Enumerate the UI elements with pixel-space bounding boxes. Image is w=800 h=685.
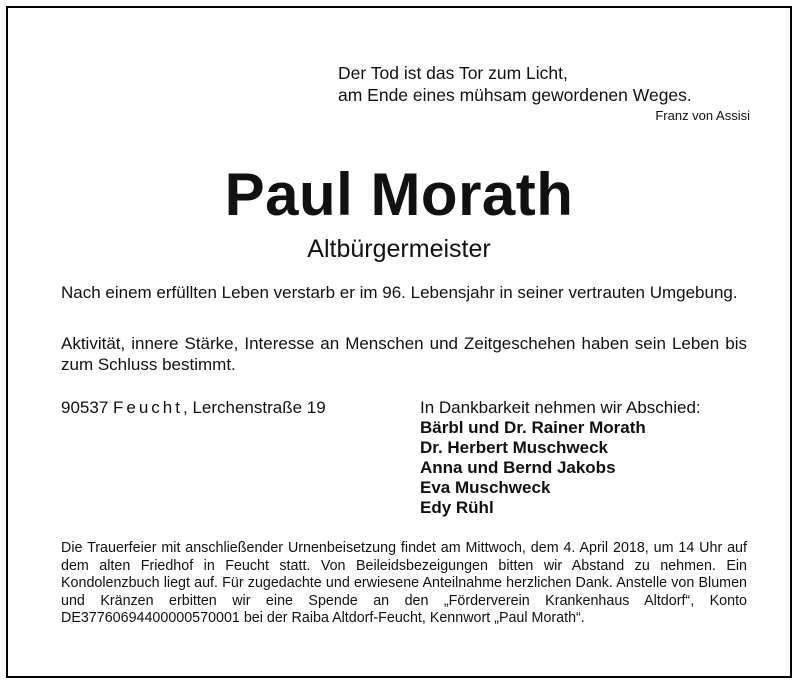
mourners-intro: In Dankbarkeit nehmen wir Abschied: <box>420 398 701 417</box>
mourners-block <box>420 397 750 518</box>
deceased-title: Altbürgermeister <box>307 235 491 263</box>
address-postcode: 90537 <box>61 398 109 417</box>
obituary-notice <box>6 6 792 678</box>
quote-line-2: am Ende eines mühsam gewordenen Weges. <box>338 85 692 105</box>
quote-author: Franz von Assisi <box>655 108 750 123</box>
deceased-name: Paul Morath <box>224 161 574 228</box>
mourner-name: Anna und Bernd Jakobs <box>420 458 616 477</box>
address-street: Lerchenstraße 19 <box>192 398 326 417</box>
character-paragraph: Aktivität, innere Stärke, Interesse an Menschen und Zeitgeschehen haben sein Leben bis zum Schluss bestimmt. <box>61 334 747 374</box>
mourner-name: Dr. Herbert Muschweck <box>420 438 609 457</box>
mourner-name: Edy Rühl <box>420 498 494 517</box>
quote-line-1: Der Tod ist das Tor zum Licht, <box>338 63 568 83</box>
funeral-details: Die Trauerfeier mit anschließender Urnenbeisetzung findet am Mittwoch, dem 4. April 2018, um 14 Uhr auf dem alten Friedhof in Feucht statt. Von Beileidsbezeigungen bitten wir Abstand zu nehmen. Ein Kondolenzbuch liegt auf. Für zugedachte und erwiesene Anteilnahme herzlichen Dank. Anstelle von Blumen und Kränzen erbitten wir eine Spende an den „Förderverein Krankenhaus Altdorf“, Konto DE37760694400000570001 bei der Raiba Altdorf-Feucht, Kennwort „Paul Morath“. <box>61 540 747 627</box>
life-paragraph: Nach einem erfüllten Leben verstarb er im 96. Lebensjahr in seiner vertrauten Umgebung. <box>61 283 738 302</box>
mourner-name: Eva Muschweck <box>420 478 551 497</box>
mourners-list <box>420 418 750 518</box>
family-address: 90537 Feucht, Lerchenstraße 19 <box>61 398 326 417</box>
epigraph-quote <box>338 62 750 124</box>
address-town: Feucht <box>113 398 183 417</box>
mourner-name: Bärbl und Dr. Rainer Morath <box>420 418 646 437</box>
